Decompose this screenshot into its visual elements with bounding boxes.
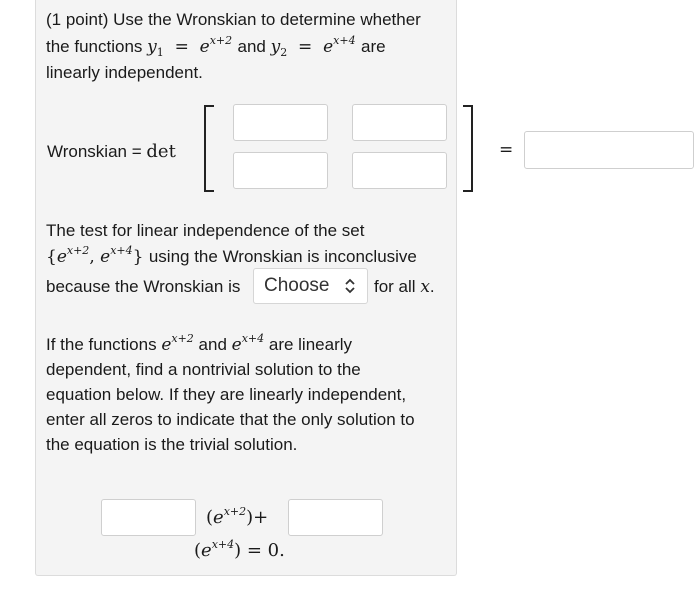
- dependent-line1: If the functions $e^{x+2}$ and $e^{x+4}$ are linearly: [46, 332, 353, 355]
- test-line2: [46, 244, 417, 270]
- select-value: Choose: [264, 275, 330, 296]
- coefficient-input-2[interactable]: [288, 499, 383, 536]
- test-line2-text: using the Wronskian is inconclusive: [148, 247, 417, 266]
- are-text: are: [361, 37, 386, 56]
- wronskian-label: Wronskian = det: [47, 141, 176, 162]
- equals-sign: =: [499, 140, 514, 160]
- function-set: {$e^{x+2}$, $e^{x+4}$}: [46, 244, 144, 267]
- wronskian-input-r1c2[interactable]: [352, 104, 447, 141]
- wronskian-input-r2c2[interactable]: [352, 152, 447, 189]
- test-line3-b: for all x.: [374, 277, 435, 297]
- function-y1: $y_1 = e^{x+2}$: [147, 34, 233, 59]
- problem-functions-line: [46, 34, 386, 60]
- functions-text: the functions: [46, 37, 143, 56]
- intro-text: Use the Wronskian to determine whether: [113, 10, 421, 29]
- dependent-line3: equation below. If they are linearly independent,: [46, 385, 407, 404]
- matrix-right-bracket: [463, 105, 473, 192]
- coefficient-input-1[interactable]: [101, 499, 196, 536]
- wronskian-input-r2c1[interactable]: [233, 152, 328, 189]
- function-y2: $y_2 = e^{x+4}$: [270, 34, 356, 59]
- test-line3-a: because the Wronskian is: [46, 277, 241, 296]
- chevron-updown-icon: [343, 275, 357, 297]
- equation-term1: $(e^{x+2})+$: [206, 505, 269, 528]
- wronskian-input-r1c1[interactable]: [233, 104, 328, 141]
- dependent-line2: dependent, find a nontrivial solution to the: [46, 360, 361, 379]
- linearly-independent-text: linearly independent.: [46, 63, 203, 82]
- wronskian-result-input[interactable]: [524, 131, 694, 169]
- det-label: det: [146, 141, 176, 162]
- problem-intro-line: [46, 7, 421, 32]
- test-line1: The test for linear independence of the set: [46, 221, 365, 240]
- and-text: and: [237, 37, 266, 56]
- points-label: (1 point): [46, 10, 109, 29]
- dependent-line5: the equation is the trivial solution.: [46, 435, 298, 454]
- equation-term2: $(e^{x+4}) = 0$.: [194, 538, 285, 561]
- dependent-line4: enter all zeros to indicate that the only solution to: [46, 410, 415, 429]
- matrix-left-bracket: [204, 105, 214, 192]
- wronskian-choice-select[interactable]: [253, 268, 368, 304]
